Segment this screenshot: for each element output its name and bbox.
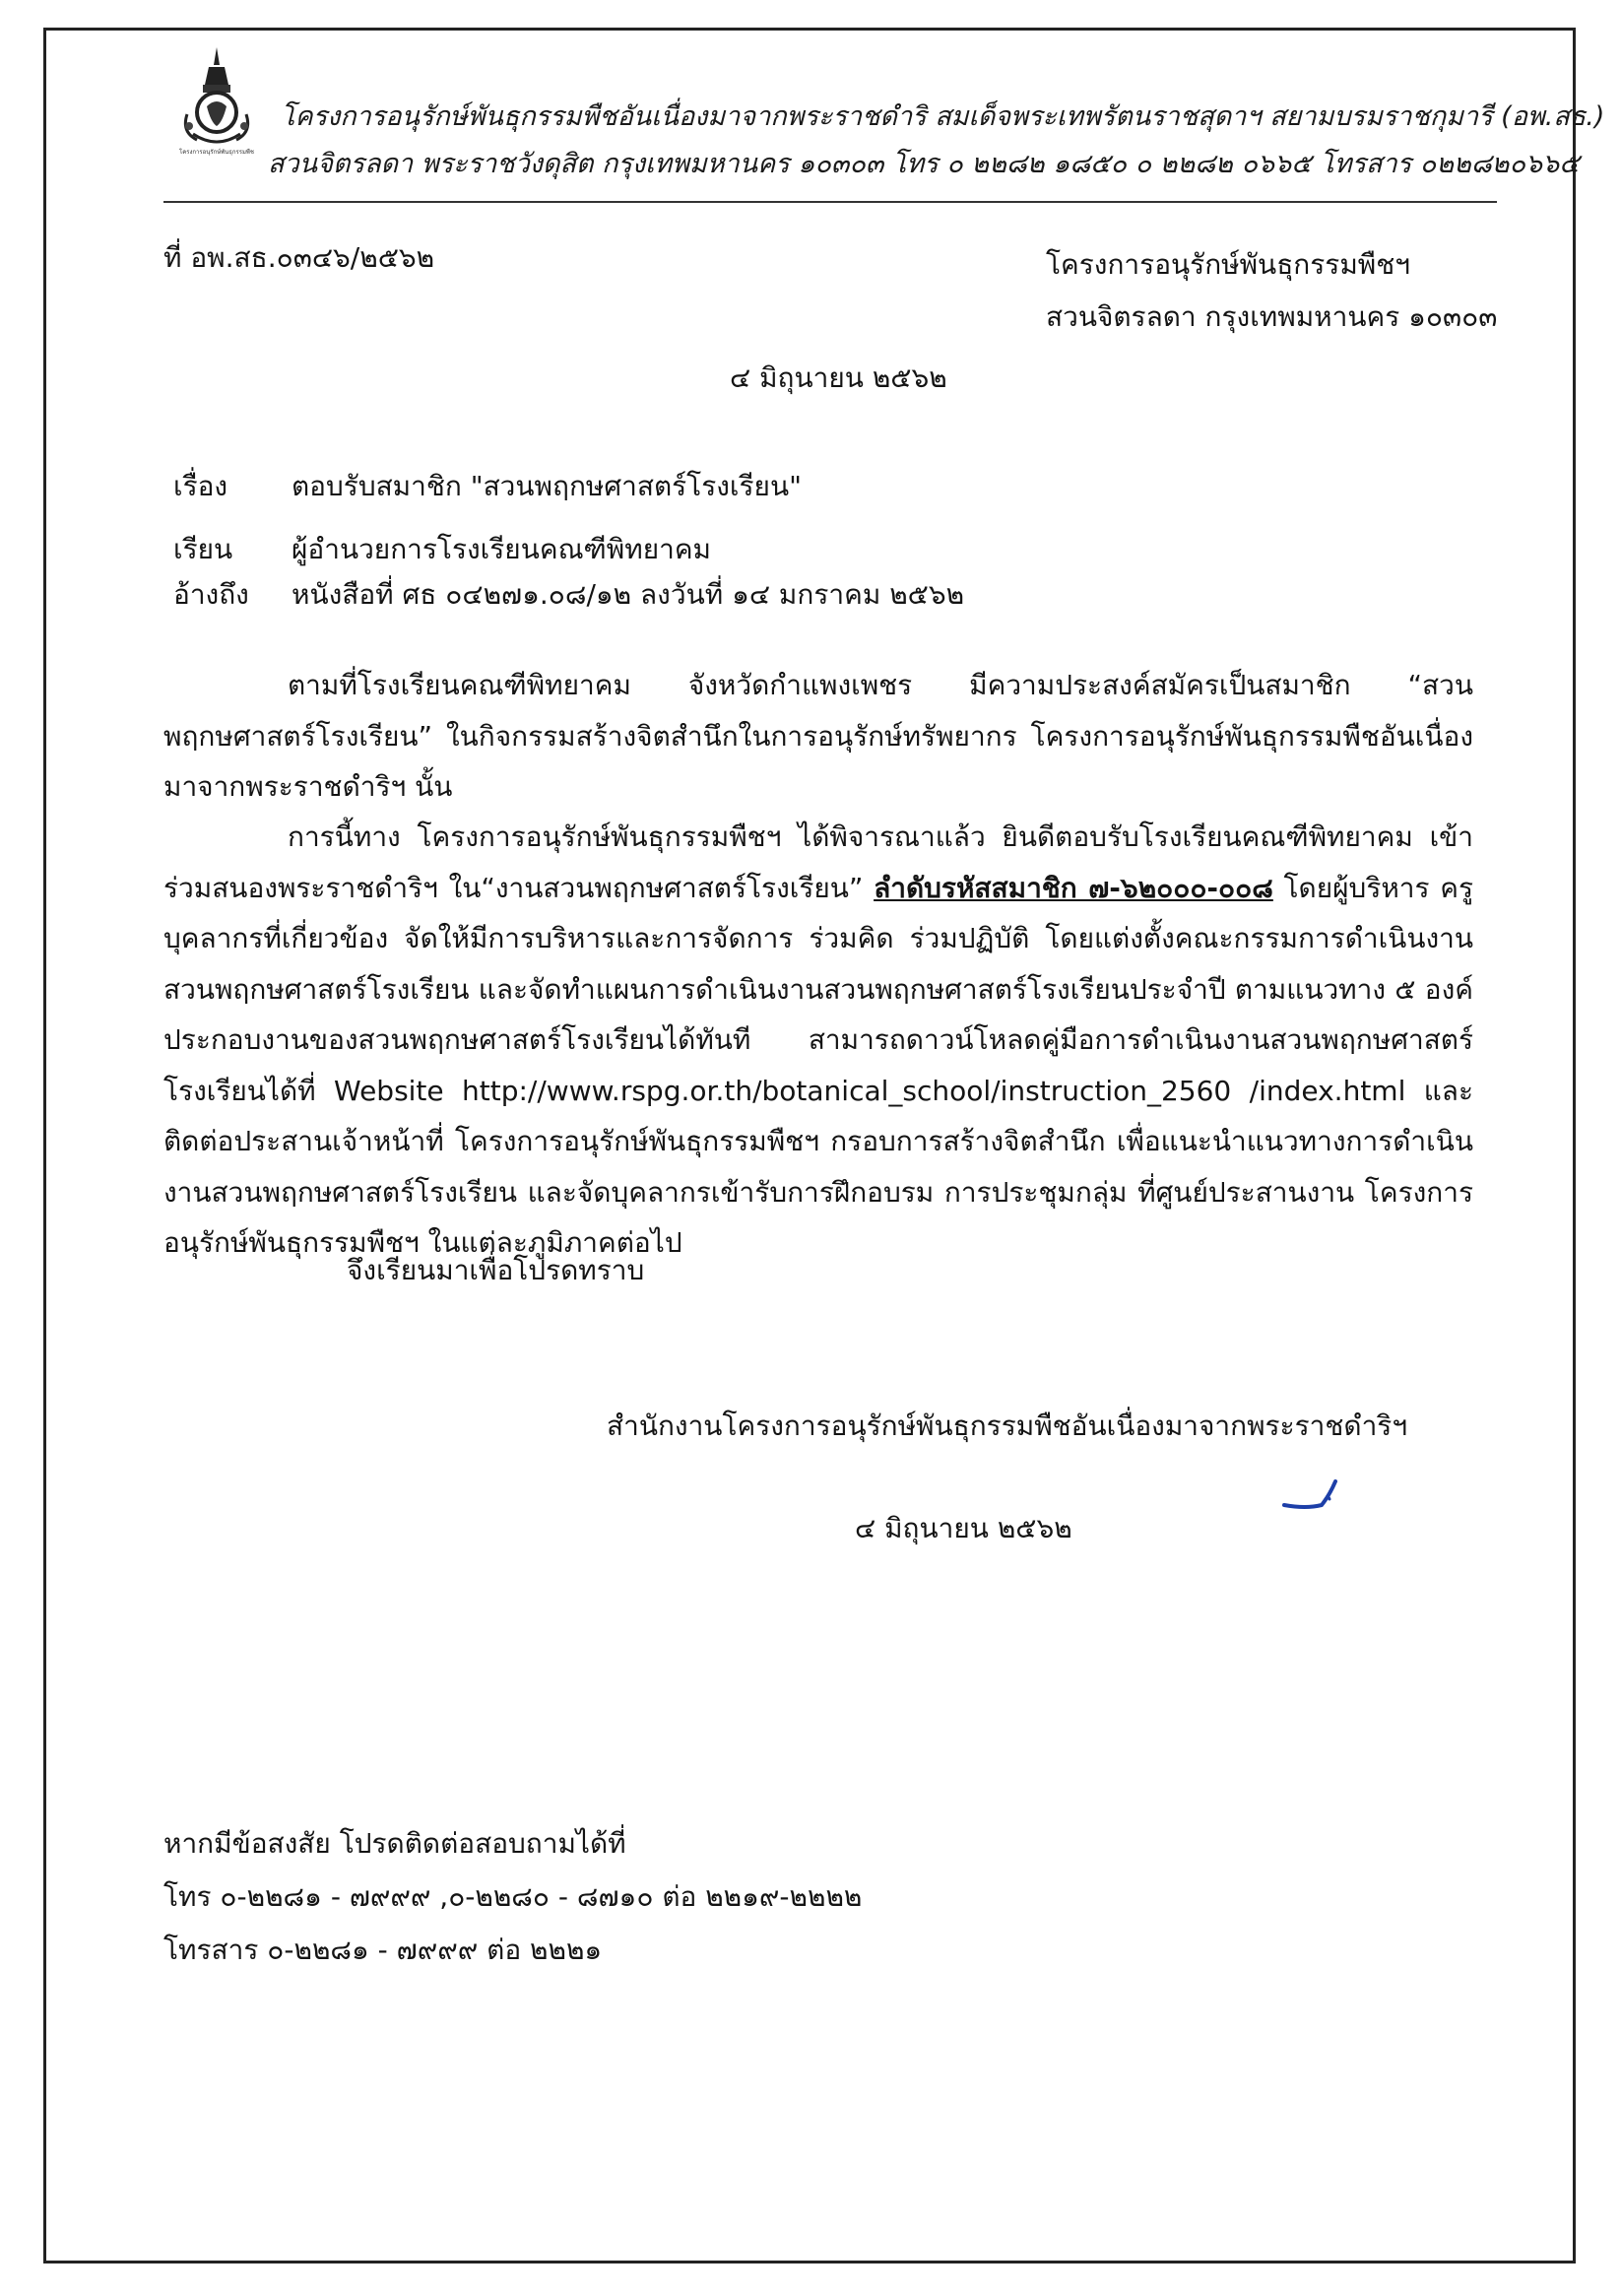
body-paragraph-1: ตามที่โรงเรียนคณฑีพิทยาคม จังหวัดกำแพงเพชร มีความประสงค์สมัครเป็นสมาชิก “สวนพฤกษศาสตร์โรงเรียน” ในกิจกรรมสร้างจิตสำนึกในการอนุรักษ์ทรัพยากร โครงการอนุรักษ์พันธุกรรมพืชอันเนื่องมาจากพระราชดำริฯ นั้น [163,669,1473,803]
letter-date: ๔ มิถุนายน ๒๕๖๒ [730,361,947,394]
subject-text: ตอบรับสมาชิก "สวนพฤกษศาสตร์โรงเรียน" [292,470,802,502]
contact-phone: โทร ๐-๒๒๘๑ - ๗๙๙๙ ,๐-๒๒๘๐ - ๘๗๑๐ ต่อ ๒๒๑๙-๒๒๒๒ [163,1880,863,1913]
recipient-text: ผู้อำนวยการโรงเรียนคณฑีพิทยาคม [292,533,712,565]
body-paragraph-2 [163,812,1473,1269]
header-divider [163,201,1497,203]
contact-fax: โทรสาร ๐-๒๒๘๑ - ๗๙๙๙ ต่อ ๒๒๒๑ [163,1934,603,1966]
sender-address: สวนจิตรลดา กรุงเทพมหานคร ๑๐๓๐๓ [1046,300,1498,333]
member-code: ลำดับรหัสสมาชิก ๗-๖๒๐๐๐-๐๐๘ [874,871,1273,904]
reference-number: ที่ อพ.สธ.๐๓๔๖/๒๕๖๒ [163,241,435,274]
header-address-line: สวนจิตรลดา พระราชวังดุสิต กรุงเทพมหานคร ๑๐๓๐๓ โทร ๐ ๒๒๘๒ ๑๘๕๐ ๐ ๒๒๘๒ ๐๖๖๕ โทรสาร ๐๒๒๘๒๐๖๖๕ [268,149,1580,179]
signature-date: ๔ มิถุนายน ๒๕๖๒ [855,1512,1072,1544]
reference-text: หนังสือที่ ศธ ๐๔๒๗๑.๐๘/๑๒ ลงวันที่ ๑๔ มกราคม ๒๕๖๒ [292,578,965,611]
closing-text: จึงเรียนมาเพื่อโปรดทราบ [347,1254,645,1286]
recipient-label: เรียน [173,533,233,565]
body-paragraph-2-part-a: การนี้ทาง โครงการอนุรักษ์พันธุกรรมพืชฯ ได้พิจารณาแล้ว ยินดีตอบรับโรงเรียนคณฑีพิทยาคม เข้าร่วมสนองพระราชดำริฯ ใน“งานสวนพฤกษศาสตร์โรงเรียน” [163,820,1473,904]
sender-name: โครงการอนุรักษ์พันธุกรรมพืชฯ [1046,248,1410,281]
signature-mark [1276,1466,1365,1525]
subject-label: เรื่อง [173,470,228,502]
contact-intro: หากมีข้อสงสัย โปรดติดต่อสอบถามได้ที่ [163,1827,626,1860]
signatory-office: สำนักงานโครงการอนุรักษ์พันธุกรรมพืชอันเนื่องมาจากพระราชดำริฯ [607,1410,1408,1442]
header-organization-line: โครงการอนุรักษ์พันธุกรรมพืชอันเนื่องมาจากพระราชดำริ สมเด็จพระเทพรัตนราชสุดาฯ สยามบรมราชกุมารี (อพ.สธ.) [281,101,1605,132]
reference-label: อ้างถึง [173,578,249,611]
royal-project-emblem-icon [173,45,260,156]
logo-caption: โครงการอนุรักษ์พันธุกรรมพืช [179,149,254,156]
body-paragraph-2-part-b: โดยผู้บริหาร ครู บุคลากรที่เกี่ยวข้อง จัดให้มีการบริหารและการจัดการ ร่วมคิด ร่วมปฏิบัติ โดยแต่งตั้งคณะกรรมการดำเนินงานสวนพฤกษศาสตร์โรงเรียน และจัดทำแผนการดำเนินงานสวนพฤกษศาสตร์โรงเรียนประจำปี ตามแนวทาง ๕ องค์ประกอบงานของสวนพฤกษศาสตร์โรงเรียนได้ทันที สามารถดาวน์โหลดคู่มือการดำเนินงานสวนพฤกษศาสตร์โรงเรียนได้ที่ Website http://www.rspg.or.th/botanical_school/instruction_2560 /index.html และติดต่อประสานเจ้าหน้าที่ โครงการอนุรักษ์พันธุกรรมพืชฯ กรอบการสร้างจิตสำนึก เพื่อแนะนำแนวทางการดำเนินงานสวนพฤกษศาสตร์โรงเรียน และจัดบุคลากรเข้ารับการฝึกอบรม การประชุมกลุ่ม ที่ศูนย์ประสานงาน โครงการอนุรักษ์พันธุกรรมพืชฯ ในแต่ละภูมิภาคต่อไป [163,871,1474,1259]
